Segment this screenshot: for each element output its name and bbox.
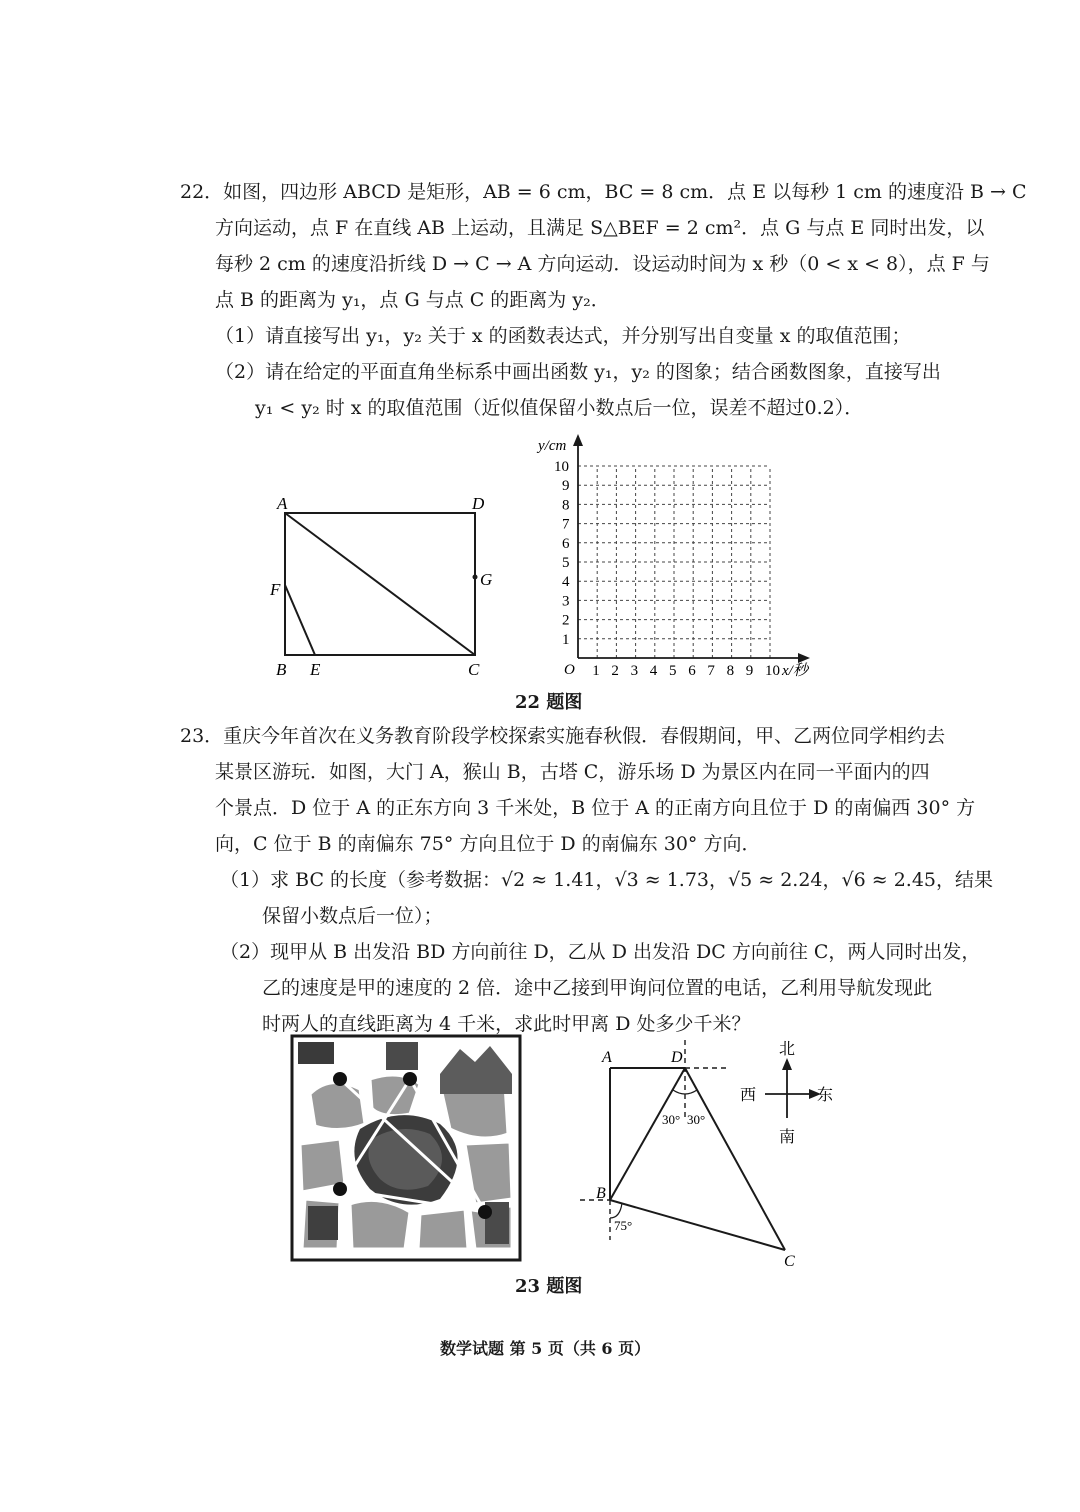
geo-label-D: D [671,1049,683,1066]
angle-label-right: 30° [687,1112,706,1127]
q23-part2: （2）现甲从 B 出发沿 BD 方向前往 D，乙从 D 出发沿 DC 方向前往 C，两人同时出发， [220,941,981,963]
x-axis-label: x/秒 [782,663,808,679]
compass-south: 南 [779,1129,796,1146]
x-tick-label: 7 [707,663,715,679]
compass-west: 西 [740,1087,757,1104]
x-tick-label: 9 [745,663,754,679]
x-tick-label: 4 [649,663,658,679]
x-tick-label: 2 [611,663,619,679]
q23-line-3: 个景点．D 位于 A 的正东方向 3 千米处，B 位于 A 的正南方向且位于 D 的南偏西 30° 方 [215,797,976,819]
label-G: G [480,570,493,589]
q22-line-4: 点 B 的距离为 y₁，点 G 与点 C 的距离为 y₂． [215,289,610,311]
label-A: A [277,494,288,513]
q23-line-4: 向，C 位于 B 的南偏东 75° 方向且位于 D 的南偏东 30° 方向． [215,833,761,855]
q23-part2-cont-2: 时两人的直线距离为 4 千米，求此时甲离 D 处多少千米？ [262,1013,751,1035]
y-tick-label: 4 [562,574,570,591]
x-tick-label: 10 [765,663,780,679]
q23-part2-cont-1: 乙的速度是甲的速度的 2 倍．途中乙接到甲询问位置的电话，乙利用导航发现此 [262,977,933,999]
q23-line-2: 某景区游玩．如图，大门 A，猴山 B，古塔 C，游乐场 D 为景区内在同一平面内的四 [215,761,930,783]
compass-rose [735,1034,840,1154]
q23-caption: 23 题图 [515,1276,583,1297]
q23-part1: （1）求 BC 的长度（参考数据：√2 ≈ 1.41，√3 ≈ 1.73，√5 ≈ 2.24，√6 ≈ 2.45，结果 [220,869,994,891]
geo-label-A: A [602,1049,612,1066]
q22-part2-cont: y₁ < y₂ 时 x 的取值范围（近似值保留小数点后一位，误差不超过0.2）． [255,397,864,419]
q23-line-1: 23．重庆今年首次在义务教育阶段学校探索实施春秋假．春假期间，甲、乙两位同学相约去 [180,725,946,747]
q22-line-2: 方向运动，点 F 在直线 AB 上运动，且满足 S△BEF = 2 cm²．点 G 与点 E 同时出发，以 [215,217,985,239]
q22-line-1: 22．如图，四边形 ABCD 是矩形，AB = 6 cm，BC = 8 cm．点 E 以每秒 1 cm 的速度沿 B → C [180,181,1027,203]
compass-east: 东 [817,1087,834,1104]
scenic-map-image [290,1034,522,1262]
y-tick-label: 3 [562,593,570,610]
label-F: F [270,580,281,599]
q22-coordinate-grid [530,430,820,685]
x-tick-label: 8 [726,663,735,679]
q22-rectangle-figure [260,485,500,685]
y-tick-label: 6 [562,535,570,552]
label-C: C [468,660,480,679]
q22-line-3: 每秒 2 cm 的速度沿折线 D → C → A 方向运动．设运动时间为 x 秒（0 < x < 8），点 F 与 [215,253,990,275]
y-tick-label: 7 [562,516,570,533]
q22-part1: （1）请直接写出 y₁，y₂ 关于 x 的函数表达式，并分别写出自变量 x 的取值范围； [215,325,911,347]
geo-label-C: C [784,1253,795,1270]
angle-label-left: 30° [662,1112,681,1127]
compass-north: 北 [779,1041,796,1058]
label-E: E [310,660,321,679]
geo-label-B: B [596,1185,606,1202]
label-B: B [276,660,287,679]
y-tick-label: 5 [562,555,570,571]
q23-part1-cont: 保留小数点后一位）； [262,905,443,927]
y-tick-label: 10 [554,459,569,475]
origin-label: O [564,662,575,678]
y-tick-label: 2 [562,612,570,629]
label-D: D [472,494,485,513]
x-tick-label: 6 [688,663,696,679]
x-tick-label: 5 [669,663,677,679]
y-tick-label: 9 [562,478,570,495]
y-tick-label: 8 [562,497,570,514]
y-tick-label: 1 [562,631,570,648]
y-axis-label: y/cm [538,438,567,454]
page-footer: 数学试题 第 5 页（共 6 页） [440,1339,651,1358]
q22-part2: （2）请在给定的平面直角坐标系中画出函数 y₁，y₂ 的图象；结合函数图象，直接写出 [215,361,941,383]
x-tick-label: 1 [592,663,600,679]
x-tick-label: 3 [630,663,639,679]
angle-label-75: 75° [614,1218,633,1233]
q22-caption: 22 题图 [515,692,583,713]
